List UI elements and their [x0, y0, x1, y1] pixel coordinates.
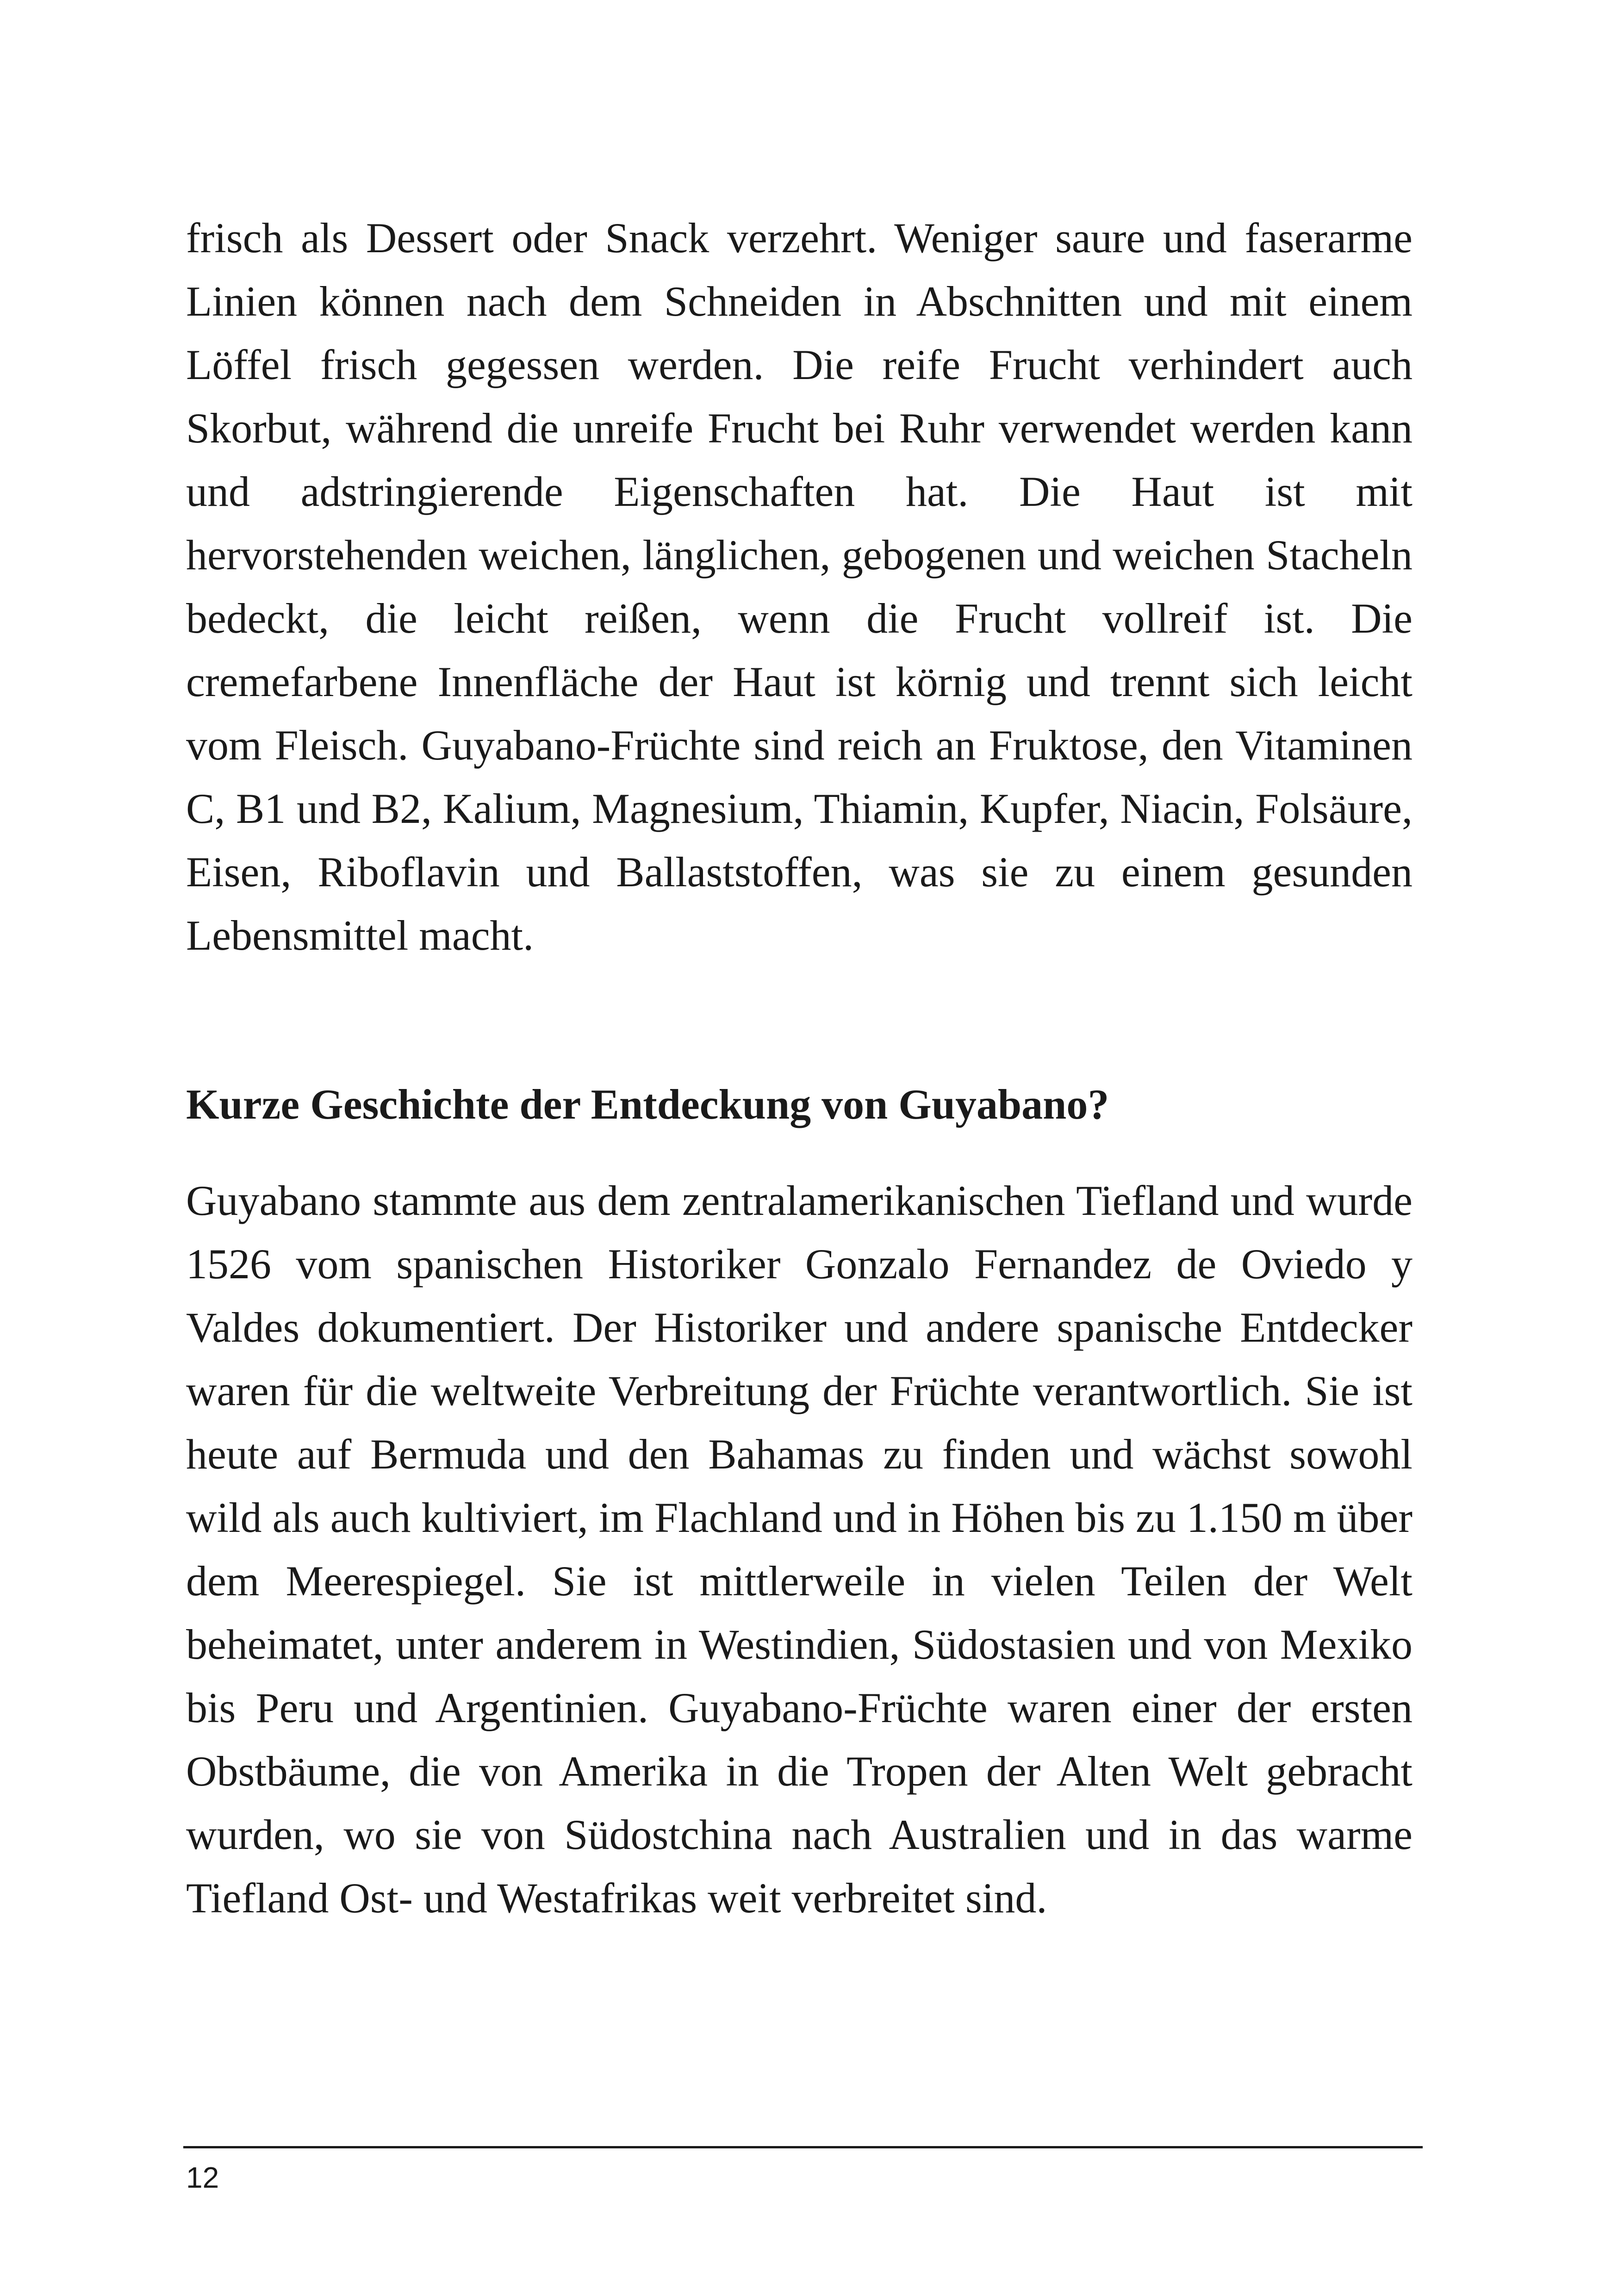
section-heading: Kurze Geschichte der Entdeckung von Guyabano? [186, 1081, 1109, 1128]
paragraph-text: Guyabano stammte aus dem zentralamerikanischen Tiefland und wurde 1526 vom spanischen Historiker Gonzalo Fernandez de Oviedo y Valdes dokumentiert. Der Historiker und andere spanische Entdecker waren für die weltweite Verbreitung der Früchte verantwortlich. Sie ist heute auf Bermuda und den Bahamas zu finden und wächst sowohl wild als auch kultiviert, im Flachland und in Höhen bis zu 1.150 m über dem Meerespiegel. Sie ist mittlerweile in vielen Teilen der Welt beheimatet, unter anderem in Westindien, Südostasien und von Mexiko bis Peru und Argentinien. Guyabano-Früchte waren einer der ersten Obstbäume, die von Amerika in die Tropen der Alten Welt gebracht wurden, wo sie von Südostchina nach Australien und in das warme Tiefland Ost- und Westafrikas weit verbreitet sind. [186, 1177, 1413, 1922]
body-paragraph-1 [186, 206, 1413, 967]
page-number: 12 [186, 2161, 219, 2194]
paragraph-text: frisch als Dessert oder Snack verzehrt. Weniger saure und faserarme Linien können nach dem Schneiden in Abschnitten und mit einem Löffel frisch gegessen werden. Die reife Frucht verhindert auch Skorbut, während die unreife Frucht bei Ruhr verwendet werden kann und adstringierende Eigenschaften hat. Die Haut ist mit hervorstehenden weichen, länglichen, gebogenen und weichen Stacheln bedeckt, die leicht reißen, wenn die Frucht vollreif ist. Die cremefarbene Innenfläche der Haut ist körnig und trennt sich leicht vom Fleisch. Guyabano-Früchte sind reich an Fruktose, den Vitaminen C, B1 und B2, Kalium, Magnesium, Thiamin, Kupfer, Niacin, Folsäure, Eisen, Riboflavin und Ballaststoffen, was sie zu einem gesunden Lebensmittel macht. [186, 214, 1413, 959]
body-paragraph-2 [186, 1169, 1413, 1930]
footer-divider [183, 2146, 1423, 2148]
